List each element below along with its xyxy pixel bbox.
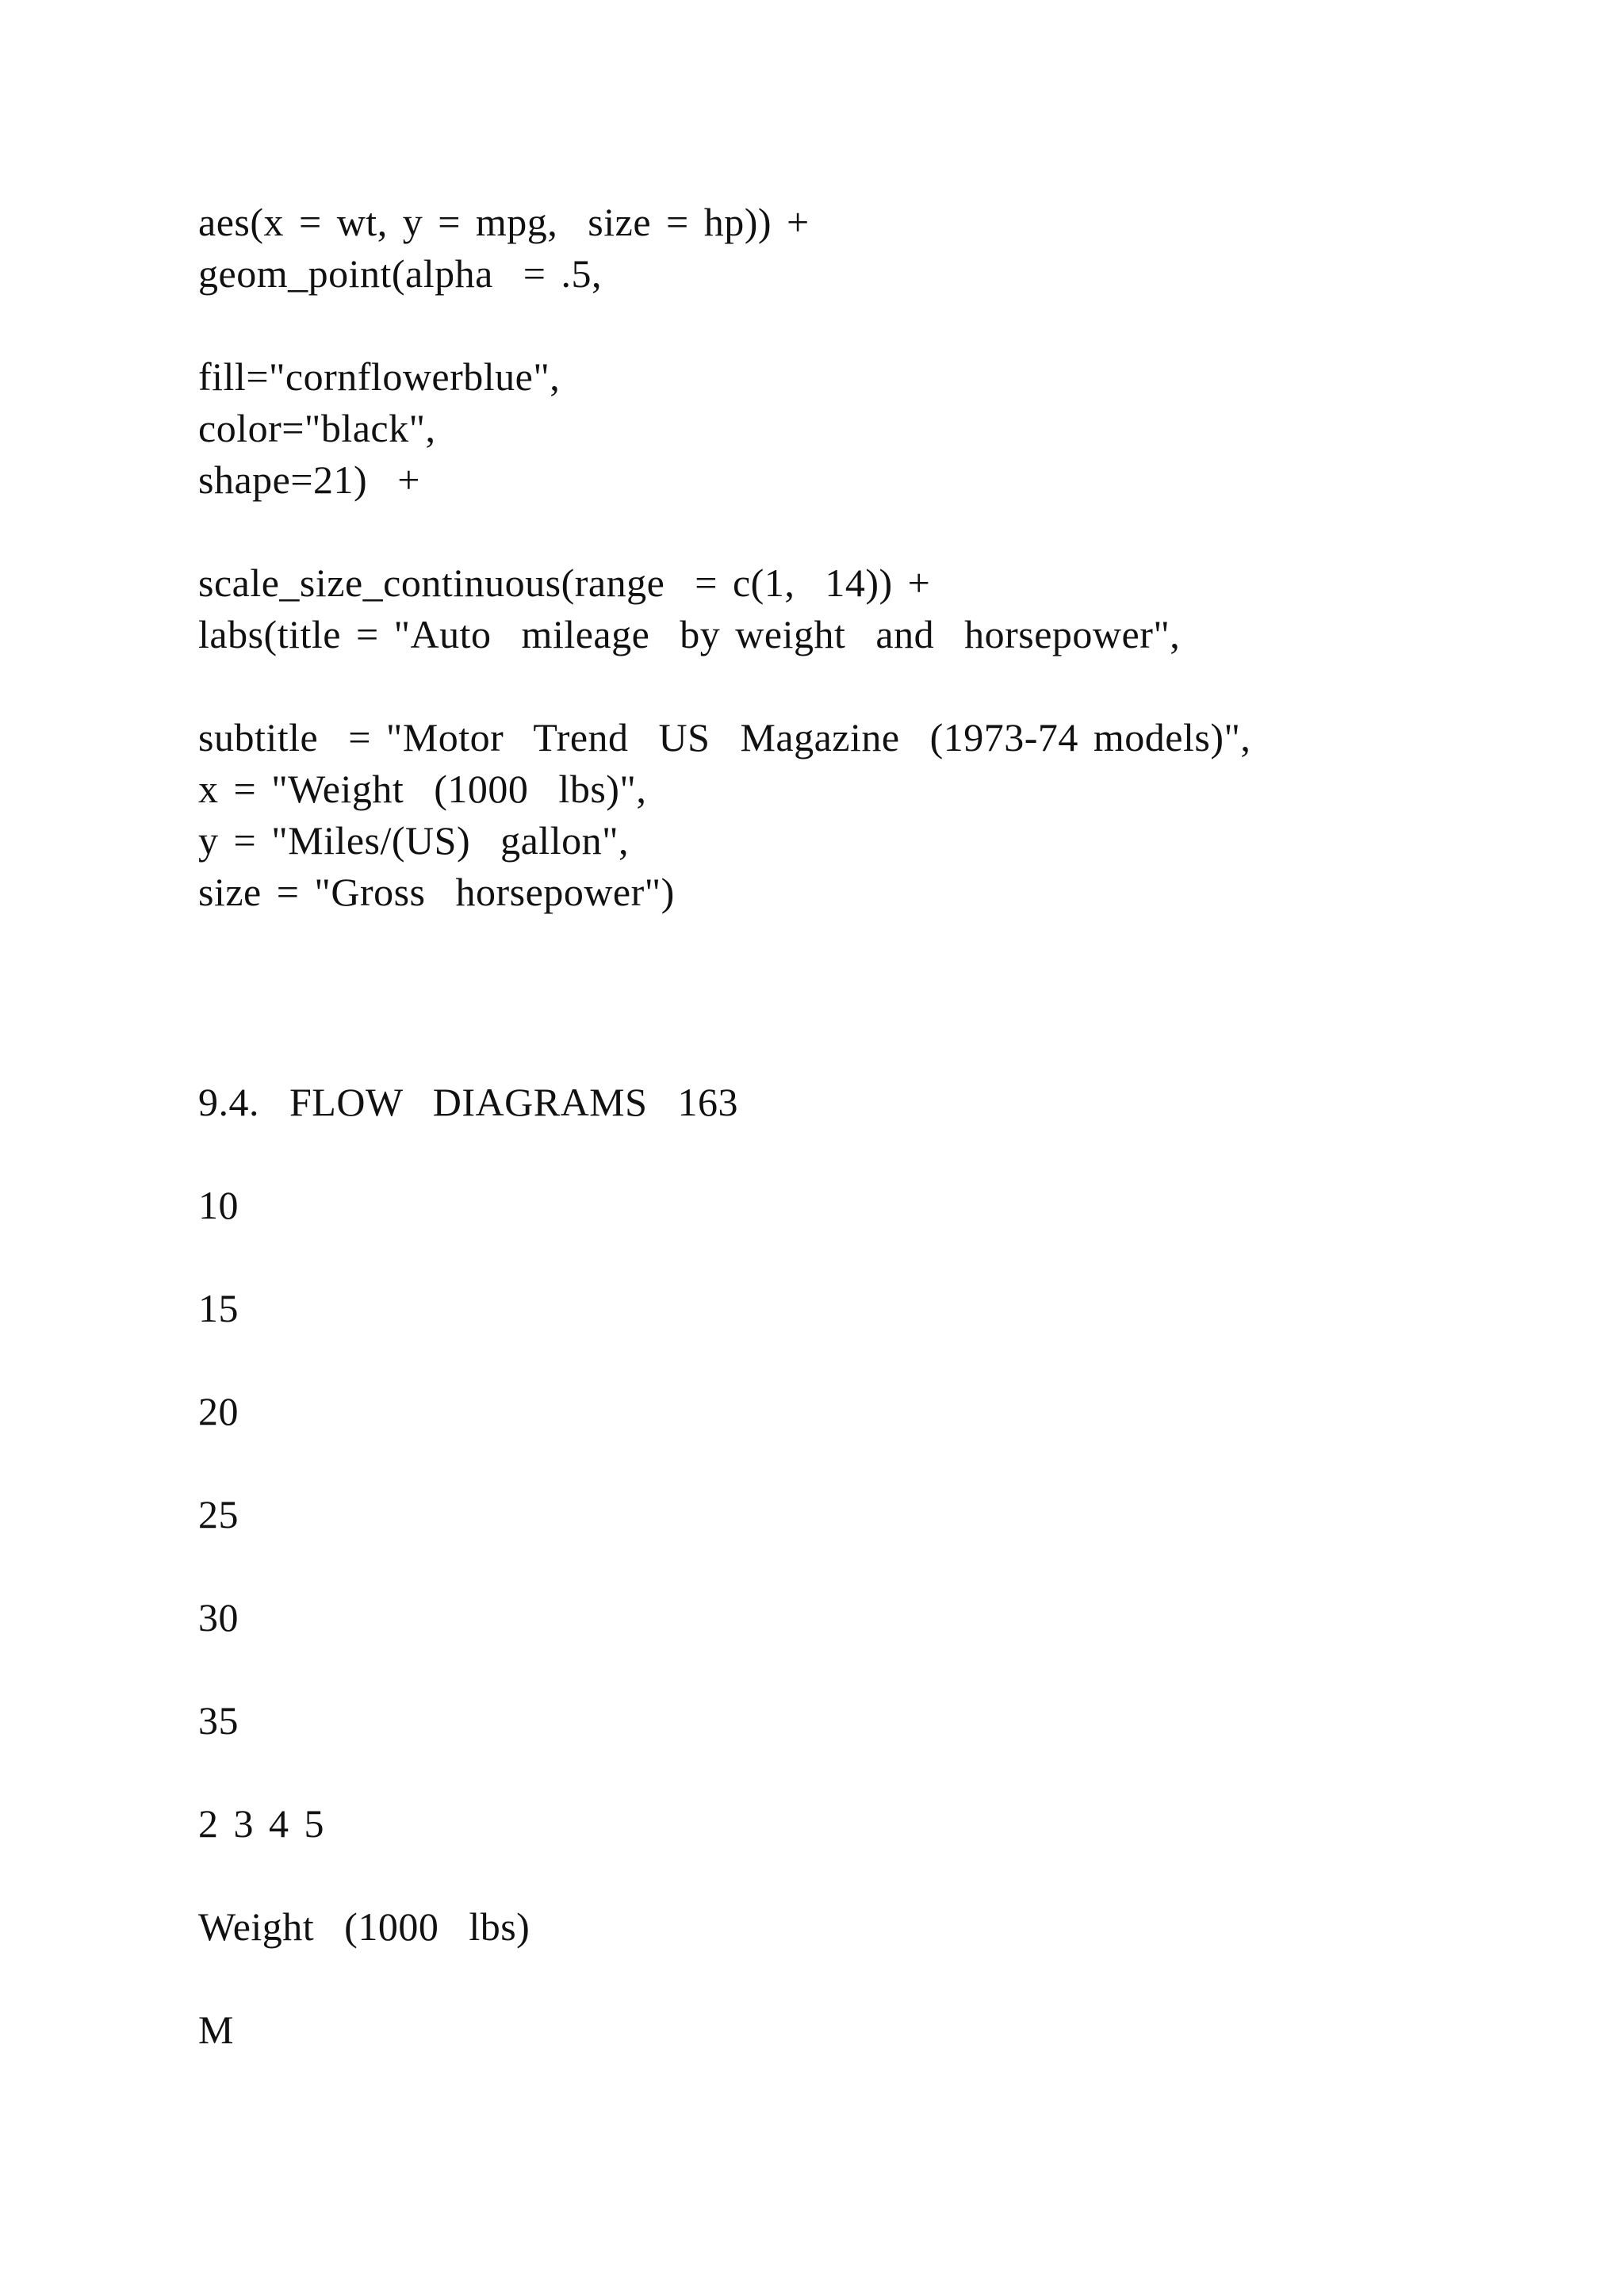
code-line: fill="cornflowerblue", <box>198 354 561 399</box>
trailing-text: M <box>198 2007 234 2052</box>
code-line: size = "Gross horsepower") <box>198 870 675 914</box>
page-header: 9.4. FLOW DIAGRAMS 163 <box>198 1080 738 1124</box>
code-line: color="black", <box>198 406 436 450</box>
axis-value: 25 <box>198 1492 239 1536</box>
code-line: shape=21) + <box>198 457 420 502</box>
code-line: scale_size_continuous(range = c(1, 14)) + <box>198 561 931 605</box>
code-line: subtitle = "Motor Trend US Magazine (1973-74 models)", <box>198 715 1251 760</box>
code-line: aes(x = wt, y = mpg, size = hp)) + <box>198 200 810 244</box>
x-ticks: 2 3 4 5 <box>198 1801 324 1846</box>
axis-value: 15 <box>198 1286 239 1330</box>
x-label: Weight (1000 lbs) <box>198 1904 530 1949</box>
axis-value: 20 <box>198 1389 239 1433</box>
axis-value: 30 <box>198 1595 239 1640</box>
code-line: labs(title = "Auto mileage by weight and horsepower", <box>198 612 1181 656</box>
axis-value: 35 <box>198 1698 239 1743</box>
code-line: x = "Weight (1000 lbs)", <box>198 767 647 811</box>
code-line: geom_point(alpha = .5, <box>198 251 602 296</box>
axis-value: 10 <box>198 1183 239 1227</box>
code-line: y = "Miles/(US) gallon", <box>198 818 629 863</box>
